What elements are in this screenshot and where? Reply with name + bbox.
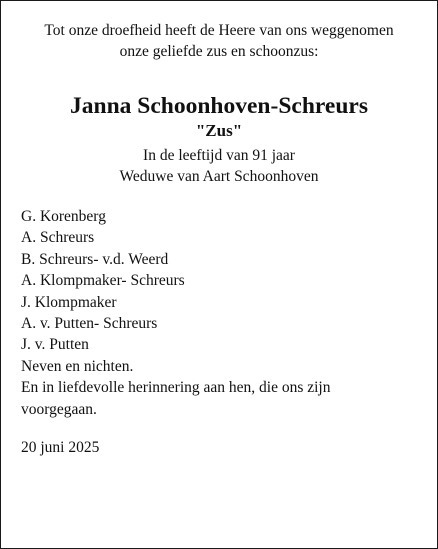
remembrance-line: En in liefdevolle herinnering aan hen, die ons zijn xyxy=(21,379,331,397)
remembrance-line: voorgegaan. xyxy=(21,400,97,418)
relatives-line: Neven en nichten. xyxy=(21,357,134,375)
intro-line: onze geliefde zus en schoonzus: xyxy=(119,43,319,60)
deceased-name: Janna Schoonhoven-Schreurs xyxy=(70,93,368,119)
widow-line: Weduwe van Aart Schoonhoven xyxy=(119,168,319,185)
mourner-line: A. Schreurs xyxy=(21,229,95,247)
deceased-details xyxy=(19,145,419,187)
mourner-line: A. v. Putten- Schreurs xyxy=(21,315,158,333)
notice-date: 20 juni 2025 xyxy=(21,439,100,457)
mourner-line: J. v. Putten xyxy=(21,336,89,354)
mourner-line: J. Klompmaker xyxy=(21,293,117,311)
intro-text xyxy=(19,20,419,62)
mourners-list xyxy=(19,206,419,420)
age-line: In de leeftijd van 91 jaar xyxy=(143,147,295,164)
mourner-line: A. Klompmaker- Schreurs xyxy=(21,272,185,290)
mourner-line: G. Korenberg xyxy=(21,208,106,225)
mourner-line: B. Schreurs- v.d. Weerd xyxy=(21,250,169,268)
intro-line: Tot onze droefheid heeft de Heere van ons weggenomen xyxy=(44,22,394,39)
deceased-nickname: "Zus" xyxy=(195,121,243,140)
